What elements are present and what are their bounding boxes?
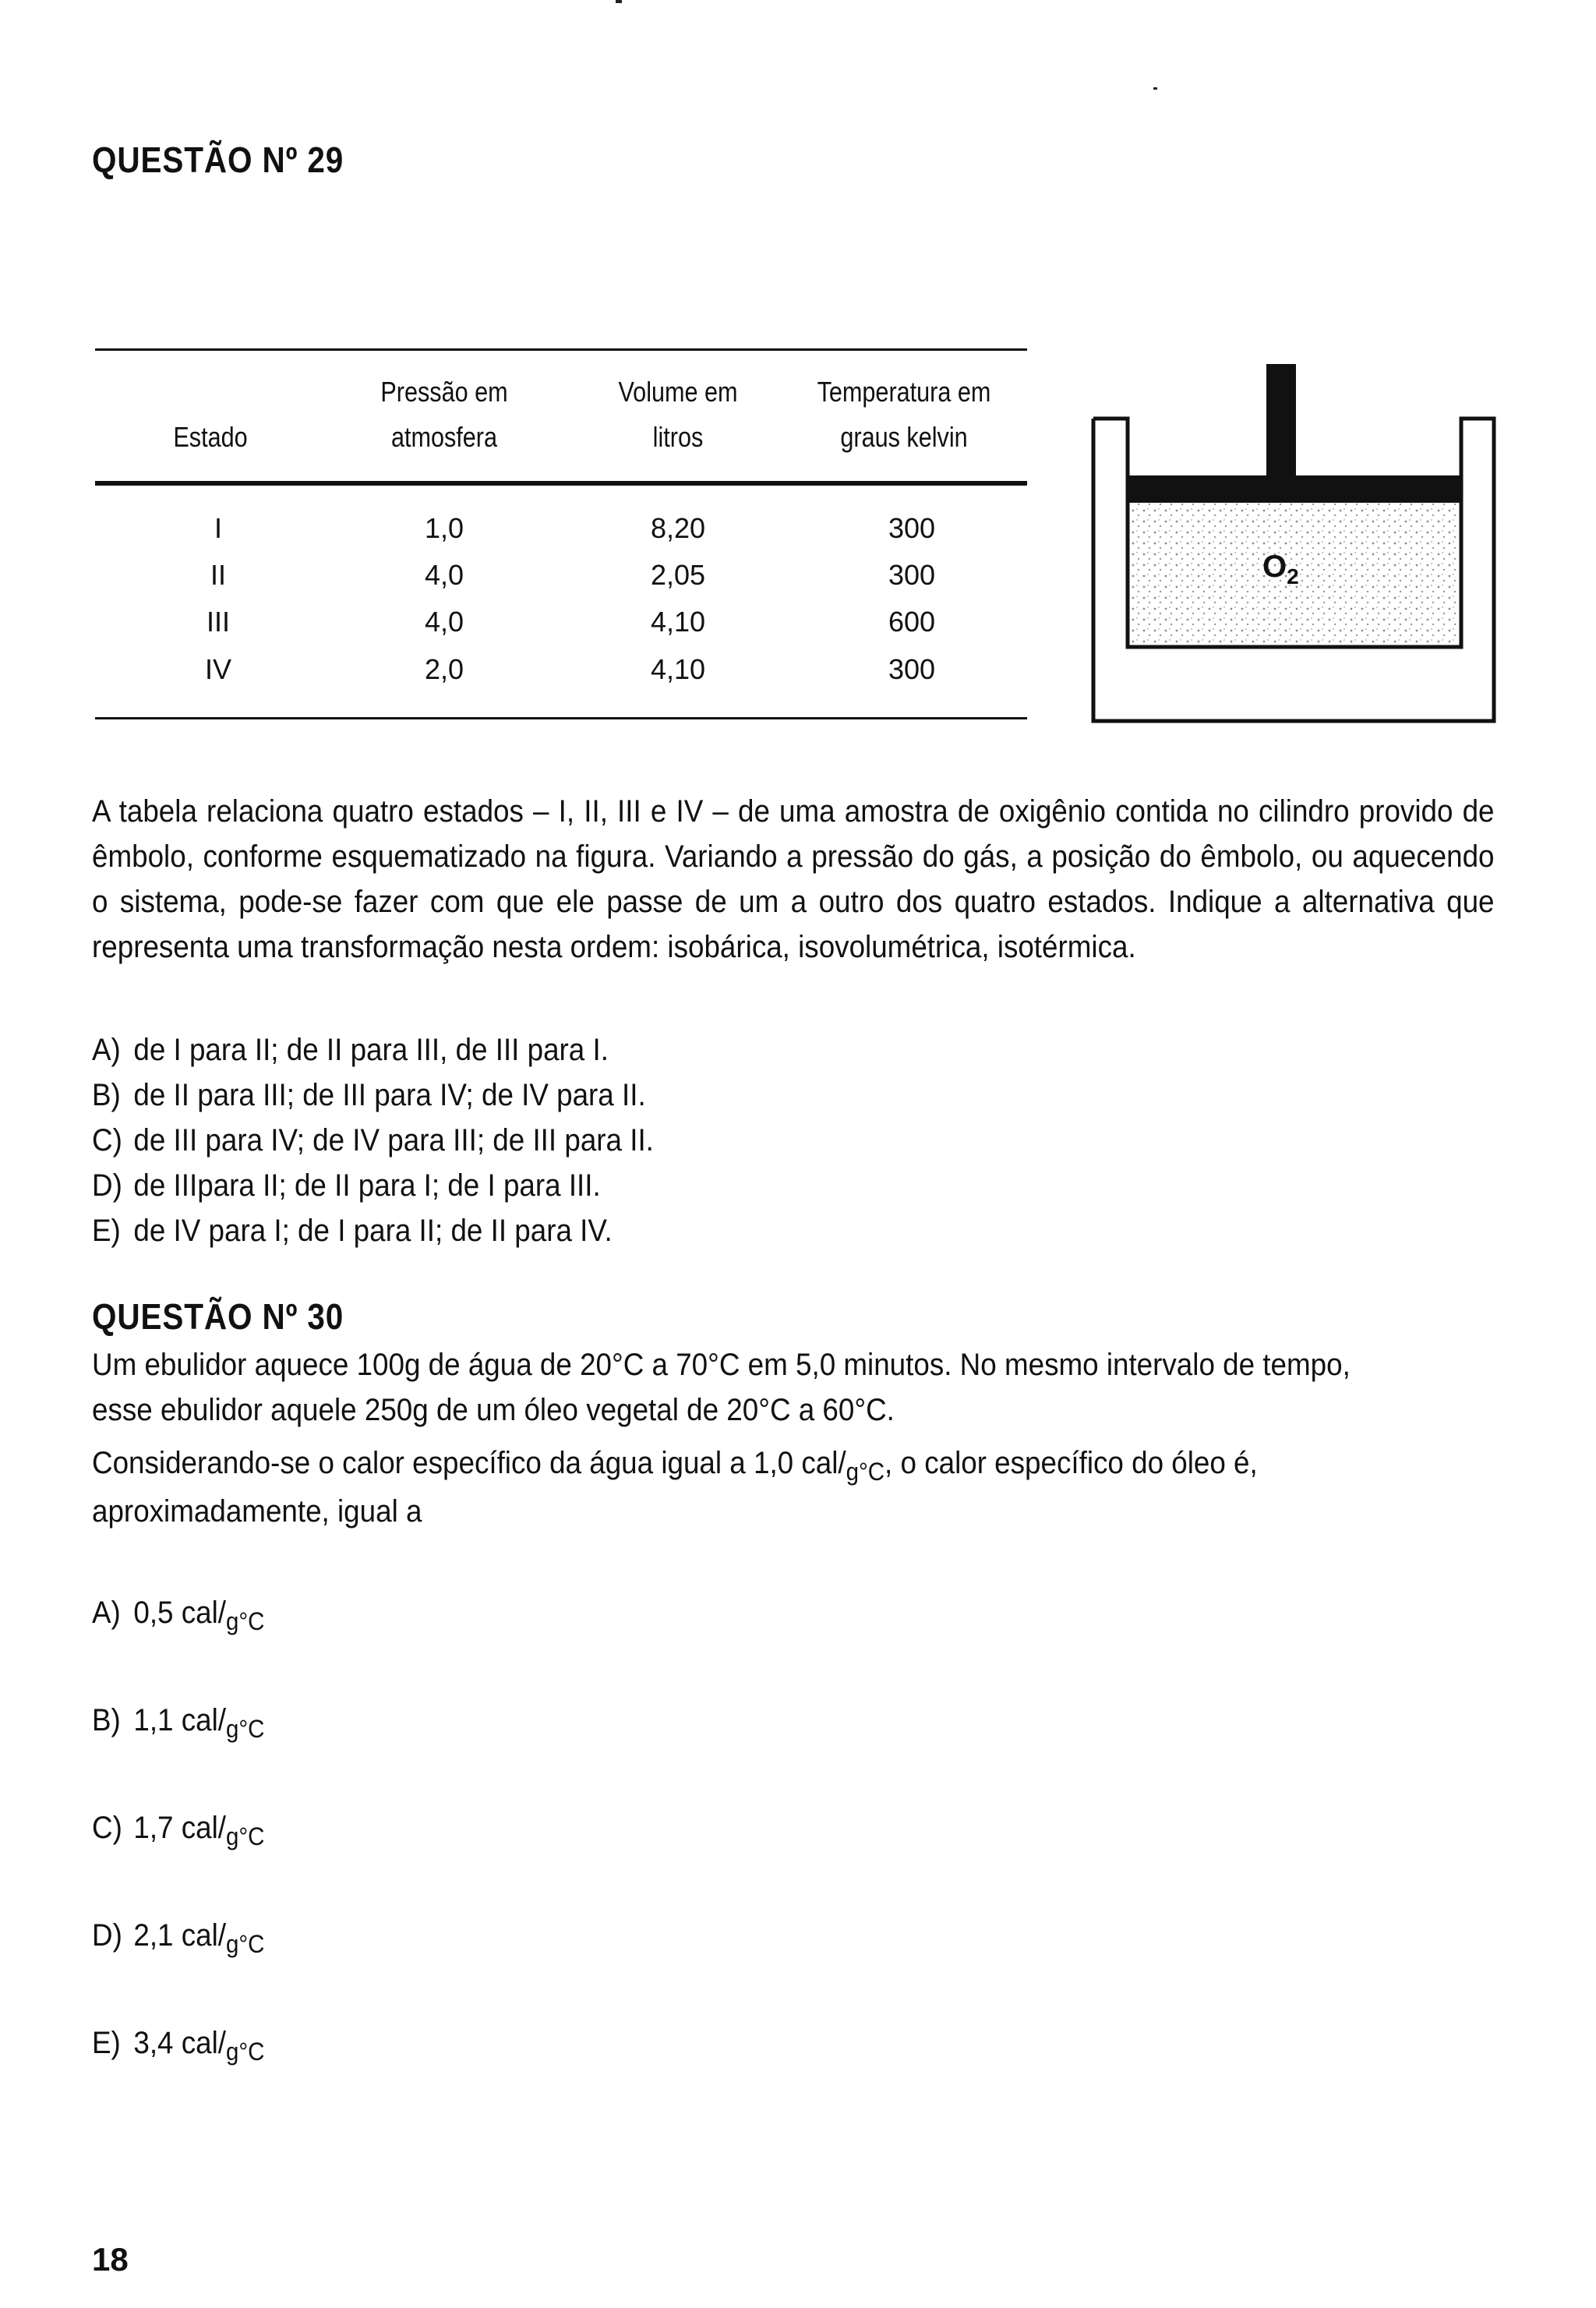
unit-denominator: g°C (226, 1607, 265, 1635)
table-top-rule (95, 348, 1027, 351)
unit-denominator: g°C (226, 1715, 265, 1743)
q30-line-3-post: , o calor específico do óleo é, (885, 1446, 1258, 1480)
option-letter: E) (92, 1214, 121, 1248)
cylinder-figure (1087, 355, 1500, 729)
option-text: de IV para I; de I para II; de II para IV. (133, 1214, 613, 1248)
table-cell: 4,10 (650, 606, 706, 638)
option-letter: A) (92, 1033, 121, 1067)
header-volume-line1: Volume em (618, 376, 738, 408)
option-unit (181, 1918, 265, 1958)
table-cell: III (206, 606, 230, 638)
option-letter: B) (92, 1078, 121, 1112)
q29-option-b[interactable] (92, 1073, 646, 1118)
option-letter: A) (92, 1596, 121, 1630)
unit-numerator: cal/ (181, 1703, 227, 1737)
option-unit (181, 1596, 265, 1635)
table-cell: 600 (888, 606, 936, 638)
question-29-title: QUESTÃO Nº 29 (92, 140, 344, 180)
option-letter: B) (92, 1703, 121, 1737)
q29-option-e[interactable] (92, 1208, 613, 1253)
q30-option-a[interactable] (92, 1590, 264, 1644)
table-cell: 4,0 (424, 606, 464, 638)
q30-line-3-pre: Considerando-se o calor específico da água igual a 1,0 (92, 1446, 794, 1480)
option-letter: C) (92, 1811, 122, 1845)
table-cell: 2,0 (424, 653, 464, 685)
unit-numerator: cal/ (181, 1811, 227, 1845)
table-cell: I (214, 512, 222, 544)
cylinder-diagram (1087, 355, 1500, 729)
header-pressao-line2: atmosfera (390, 421, 498, 453)
q30-option-c[interactable] (92, 1805, 264, 1859)
unit-denominator: g°C (226, 1930, 265, 1958)
option-text: de I para II; de II para III, de III para I. (133, 1033, 609, 1067)
header-estado: Estado (173, 421, 248, 453)
option-letter: D) (92, 1168, 122, 1203)
unit-numerator: cal/ (181, 2026, 227, 2060)
table-cell: 300 (888, 559, 936, 591)
table-cell: 300 (888, 653, 936, 685)
q30-line-3 (92, 1440, 1258, 1494)
option-unit (181, 2026, 265, 2066)
q29-option-a[interactable] (92, 1027, 609, 1073)
option-text: de II para III; de III para IV; de IV para II. (133, 1078, 646, 1112)
q30-option-d[interactable] (92, 1913, 264, 1967)
table-cell: 8,20 (650, 512, 706, 544)
unit-denominator: g°C (226, 1822, 265, 1850)
option-value: 0,5 (133, 1596, 174, 1630)
oxygen-label (1262, 550, 1299, 589)
page-number: 18 (92, 2241, 129, 2278)
q30-option-e[interactable] (92, 2020, 264, 2074)
option-letter: C) (92, 1123, 122, 1158)
oxygen-label-main: O (1262, 550, 1287, 584)
option-value: 1,1 (133, 1703, 174, 1737)
option-value: 2,1 (133, 1918, 174, 1953)
unit-numerator: cal/ (801, 1446, 846, 1480)
scan-speck (1153, 87, 1157, 90)
question-30-title: QUESTÃO Nº 30 (92, 1296, 344, 1337)
option-text: de IIIpara II; de II para I; de I para III. (133, 1168, 601, 1203)
q30-line-1: Um ebulidor aquece 100g de água de 20°C a 70°C em 5,0 minutos. No mesmo intervalo de tempo, (92, 1348, 1351, 1382)
q29-option-d[interactable] (92, 1163, 601, 1208)
option-value: 3,4 (133, 2026, 174, 2060)
header-volume-line2: litros (652, 421, 704, 453)
table-cell: 300 (888, 512, 936, 544)
question-29-statement: A tabela relaciona quatro estados – I, II, III e IV – de uma amostra de oxigênio contida no cilindro provido de êmbolo, conforme esquematizado na figura. Variando a pressão do gás, a posição do êmbolo, ou aquecendo o sistema, pode-se fazer com que ele passe de um a outro dos quatro estados. Indique a alternativa que representa uma transformação nesta ordem: isobárica, isovolumétrica, isotérmica. (92, 794, 1495, 964)
table-bottom-rule (95, 717, 1027, 719)
table-cell: 4,0 (424, 559, 464, 591)
unit-denominator: g°C (226, 2038, 265, 2066)
table-header-rule (95, 481, 1027, 486)
scan-speck (616, 0, 622, 3)
header-temperatura (805, 369, 1004, 460)
option-letter: D) (92, 1918, 122, 1953)
unit-numerator: cal/ (181, 1596, 227, 1630)
oxygen-label-sub: 2 (1287, 564, 1299, 588)
header-pressao-line1: Pressão em (380, 376, 508, 408)
option-unit (181, 1811, 265, 1850)
unit-numerator: cal/ (181, 1918, 227, 1953)
table-cell: 4,10 (650, 653, 706, 685)
option-unit (181, 1703, 265, 1743)
option-text: de III para IV; de IV para III; de III para II. (133, 1123, 654, 1158)
option-letter: E) (92, 2026, 121, 2060)
header-volume (598, 369, 757, 460)
q30-option-b[interactable] (92, 1698, 264, 1751)
q30-line-2: esse ebulidor aquele 250g de um óleo vegetal de 20°C a 60°C. (92, 1393, 895, 1427)
header-pressao (365, 369, 524, 460)
option-value: 1,7 (133, 1811, 174, 1845)
q29-option-c[interactable] (92, 1118, 654, 1163)
table-cell: 1,0 (424, 512, 464, 544)
header-temperatura-line1: Temperatura em (817, 376, 991, 408)
header-temperatura-line2: graus kelvin (840, 421, 968, 453)
table-cell: IV (204, 653, 231, 685)
table-cell: 2,05 (650, 559, 706, 591)
q30-line-4: aproximadamente, igual a (92, 1494, 422, 1529)
unit-denominator: g°C (846, 1458, 885, 1486)
unit-cal-per-g-c (801, 1446, 885, 1486)
table-cell: II (210, 559, 226, 591)
